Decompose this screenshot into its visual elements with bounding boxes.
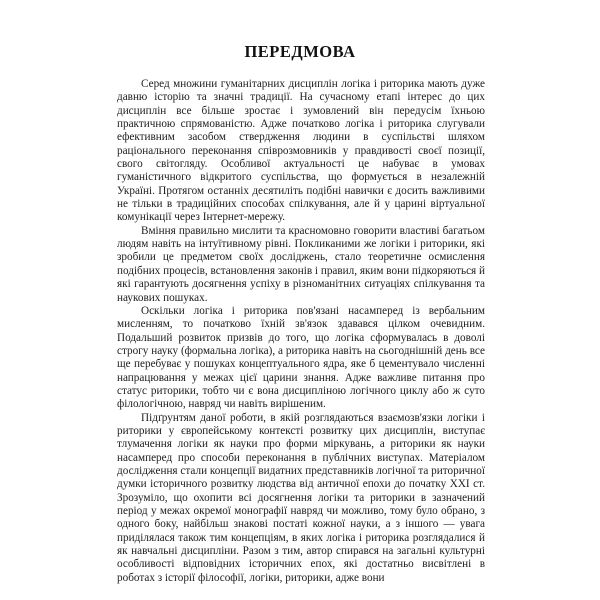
paragraph-2: Вміння правильно мислити та красномовно говорити властиві багатьом людям навіть на інтуїтивному рівні. Покликаними же логіки і риторики, які зробили це предметом своїх досліджень, стало теоретичне осмислення подібних процесів, встановлення законів і правил, яким вони підкоряються й які гарантують досягнення успіху в різноманітних ситуаціях спілкування та наукових пошуках.: [117, 224, 485, 304]
paragraph-4: Підґрунтям даної роботи, в якій розглядаються взаємозв'язки логіки і риторики у європейському контексті розвитку цих дисциплін, виступає тлумачення логіки як науки про форми міркувань, а риторики як науки насамперед про способи переконання в публічних виступах. Матеріалом дослідження стали концепції видатних представників логічної та риторичної думки історичного розвитку людства від античної епохи до початку XXI ст. Зрозуміло, що охопити всі досягнення логіки та риторики в зазначений період у межах окремої монографії навряд чи можливо, тому було обрано, з одного боку, найбільш знакові постаті кожної науки, а з іншого — увага приділялася також тим концепціям, в яких логіка і риторика розглядалися й як навчальні дисципліни. Разом з тим, автор спирався на загальні культурні особливості відповідних історичних епох, які достатньо висвітлені в роботах з історії філософії, логіки, риторики, адже вони: [117, 411, 485, 584]
document-body: [117, 78, 485, 585]
page-title: ПЕРЕДМОВА: [244, 42, 356, 61]
paragraph-1: Серед множини гуманітарних дисциплін логіка і риторика мають дуже давню історію та значні традиції. На сучасному етапі інтерес до цих дисциплін все більше зростає і зумовлений він передусім їхньою практичною спрямованістю. Адже початково логіка і риторика слугували ефективним засобом ствердження людини в суспільстві шляхом раціонального переконання співрозмовників у правдивості своєї позиції, свого світогляду. Особливої актуальності це набуває в умовах гуманістичного відкритого суспільства, що формується в незалежній Україні. Протягом останніх десятиліть подібні навички є досить важливими не тільки в традиційних способах спілкування, але й у царині віртуальної комунікації через Інтернет-мережу.: [117, 78, 485, 224]
paragraph-3: Оскільки логіка і риторика пов'язані насамперед із вербальним мисленням, то початково їхній зв'язок здавався цілком очевидним. Подальший розвиток призвів до того, що логіка сформувалась в доволі строгу науку (формальна логіка), а риторика навіть на сьогоднішній день все ще перебуває у пошуках концептуального ядра, яке б цементувало численні напрацювання у межах цієї царини знання. Адже важливе питання про статус риторики, тобто чи є вона дисципліною логічного циклу або ж суто філологічною, навряд чи навіть вирішеним.: [117, 304, 485, 411]
